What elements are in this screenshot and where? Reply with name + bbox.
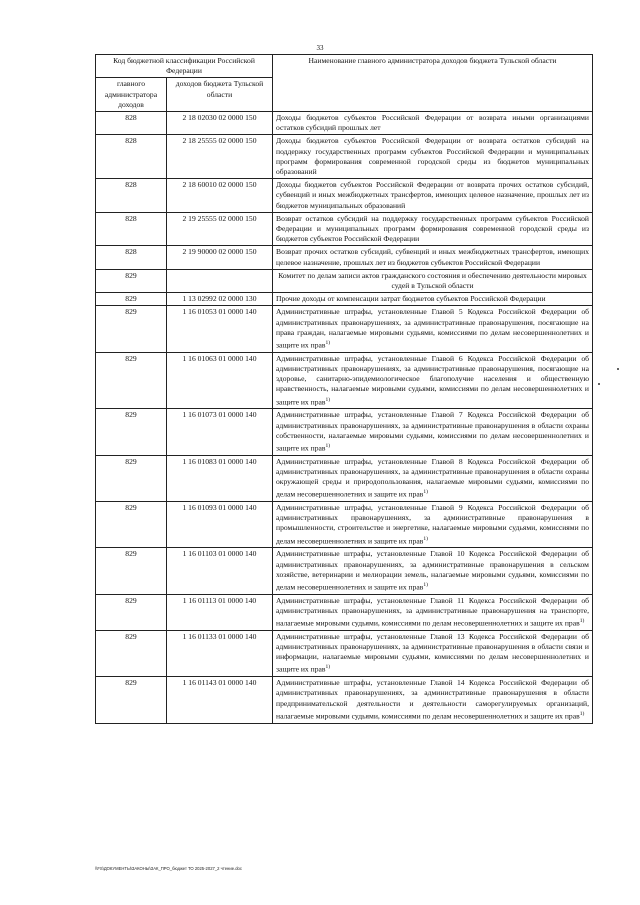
section-title: Комитет по делам записи актов гражданского состояния и обеспечению деятельности мировых судей в Тульской области: [278, 270, 587, 291]
description-cell: [273, 352, 593, 409]
table-row: [96, 293, 593, 306]
revenue-code-cell: 1 16 01093 01 0000 140: [167, 502, 273, 548]
admin-code-cell: 828: [96, 135, 167, 179]
admin-code-cell: 828: [96, 179, 167, 213]
description-text: Доходы бюджетов субъектов Российской Федерации от возврата остатков субсидий на поддержку государственных программ субъектов Российской Федерации и муниципальных программ формирования современной городской среды из бюджетов муниципальных образований: [276, 136, 589, 177]
description-cell: [273, 455, 593, 501]
table-body: [96, 112, 593, 724]
admin-code-cell: 829: [96, 594, 167, 630]
revenue-code-cell: 2 19 25555 02 0000 150: [167, 212, 273, 246]
description-text: Административные штрафы, установленные Главой 11 Кодекса Российской Федерации об административных правонарушениях, за административные правонарушения на транспорте, налагаемые мировыми судьями, комиссиями по делам несовершеннолетних и защите их прав: [276, 595, 589, 628]
admin-code-cell: 829: [96, 630, 167, 676]
header-code-group: Код бюджетной классификации Российской Федерации: [96, 55, 273, 78]
revenue-code-cell: 1 13 02992 02 0000 130: [167, 293, 273, 306]
admin-code-cell: 829: [96, 548, 167, 594]
footnote-marker: 1): [423, 582, 428, 588]
table-row: [96, 677, 593, 723]
description-cell: [273, 212, 593, 246]
description-text: Административные штрафы, установленные Главой 8 Кодекса Российской Федерации об административных правонарушениях, за административные правонарушения в области охраны окружающей среды и природопользования, налагаемые мировыми судьями, комиссиями по делам несовершеннолетних и защите их прав: [276, 456, 589, 499]
admin-code-cell: 829: [96, 409, 167, 455]
description-cell: [273, 548, 593, 594]
table-row: [96, 212, 593, 246]
description-cell: [273, 246, 593, 269]
footnote-marker: 1): [423, 535, 428, 542]
section-title-cell: [273, 269, 593, 292]
description-text: Доходы бюджетов субъектов Российской Федерации от возврата иными организациями остатков субсидий прошлых лет: [276, 113, 589, 133]
revenue-code-cell: 2 18 60010 02 0000 150: [167, 179, 273, 213]
table-row: [96, 630, 593, 676]
page-number: 33: [316, 44, 324, 52]
revenue-code-cell: 1 16 01133 01 0000 140: [167, 630, 273, 676]
admin-code-cell: 829: [96, 455, 167, 501]
admin-code-cell: 828: [96, 212, 167, 246]
revenue-code-cell: 2 18 02030 02 0000 150: [167, 112, 273, 135]
admin-code-cell: 829: [96, 269, 167, 292]
footnote-marker: 1): [423, 489, 428, 496]
description-text: Административные штрафы, установленные Главой 14 Кодекса Российской Федерации об административных правонарушениях, за административные правонарушения в области предпринимательской деятельности и деятельности саморегулируемых организаций, налагаемые мировыми судьями, комиссиями по делам несовершеннолетних и защите их прав: [276, 678, 589, 721]
description-cell: [273, 630, 593, 676]
table-row: [96, 112, 593, 135]
header-admin-column: главного администратора доходов: [96, 78, 167, 112]
description-cell: [273, 112, 593, 135]
footnote-marker: 1): [325, 442, 331, 449]
revenue-code-cell: 1 16 01063 01 0000 140: [167, 352, 273, 409]
description-text: Административные штрафы, установленные Главой 9 Кодекса Российской Федерации об административных правонарушениях, за административные правонарушения в промышленности, строительстве и энергетике, налагаемые мировыми судьями, комиссиями по делам несовершеннолетних и защите их прав: [276, 503, 589, 546]
footnote-marker: 1): [579, 710, 585, 717]
description-cell: [273, 135, 593, 179]
footer-file-path: \\FS\ДОКУМЕНТЫ\ЗАКОНЫ\ЗАК_ПРО_бюджет ТО 2025-2027_2 чтение.doc: [95, 866, 242, 871]
description-text: Прочие доходы от компенсации затрат бюджетов субъектов Российской Федерации: [276, 294, 546, 304]
description-cell: [273, 293, 593, 306]
section-row: [96, 269, 593, 292]
table-row: [96, 502, 593, 548]
footnote-marker: 1): [325, 664, 331, 671]
footnote-marker: 1): [325, 340, 331, 347]
admin-code-cell: 829: [96, 293, 167, 306]
description-text: Административные штрафы, установленные Главой 5 Кодекса Российской Федерации об административных правонарушениях, за административные правонарушения, посягающие на права граждан, налагаемые мировыми судьями, комиссиями по делам несовершеннолетних и защите их прав: [276, 307, 589, 350]
table-row: [96, 455, 593, 501]
admin-code-cell: 829: [96, 306, 167, 352]
revenue-code-cell: 2 19 90000 02 0000 150: [167, 246, 273, 269]
admin-code-cell: 828: [96, 246, 167, 269]
table-header-row: [96, 55, 593, 78]
admin-code-cell: 828: [96, 112, 167, 135]
revenue-code-cell: 2 18 25555 02 0000 150: [167, 135, 273, 179]
scan-speck: [598, 383, 600, 385]
revenue-administrators-table: [95, 54, 593, 724]
description-cell: [273, 502, 593, 548]
description-cell: [273, 594, 593, 630]
table-row: [96, 135, 593, 179]
revenue-code-cell: 1 16 01143 01 0000 140: [167, 677, 273, 723]
description-cell: [273, 677, 593, 723]
revenue-code-cell: [167, 269, 273, 292]
footnote-marker: 1): [579, 618, 585, 625]
header-name-column: Наименование главного администратора доходов бюджета Тульской области: [273, 55, 593, 112]
description-text: Возврат прочих остатков субсидий, субвенций и иных межбюджетных трансфертов, имеющих целевое назначение, прошлых лет из бюджетов субъектов Российской Федерации: [276, 247, 589, 267]
table-row: [96, 306, 593, 352]
revenue-code-cell: 1 16 01113 01 0000 140: [167, 594, 273, 630]
admin-code-cell: 829: [96, 502, 167, 548]
revenue-code-cell: 1 16 01053 01 0000 140: [167, 306, 273, 352]
table-row: [96, 548, 593, 594]
scan-speck: [617, 368, 619, 370]
revenue-code-cell: 1 16 01073 01 0000 140: [167, 409, 273, 455]
table-row: [96, 179, 593, 213]
description-cell: [273, 306, 593, 352]
revenue-code-cell: 1 16 01083 01 0000 140: [167, 455, 273, 501]
admin-code-cell: 829: [96, 352, 167, 409]
description-text: Административные штрафы, установленные Главой 13 Кодекса Российской Федерации об административных правонарушениях, за административные правонарушения в области связи и информации, налагаемые мировыми судьями, комиссиями по делам несовершеннолетних и защите их прав: [276, 631, 589, 675]
table-row: [96, 409, 593, 455]
admin-code-cell: 829: [96, 677, 167, 723]
table-row: [96, 246, 593, 269]
description-cell: [273, 179, 593, 213]
description-cell: [273, 409, 593, 455]
description-text: Возврат остатков субсидий на поддержку государственных программ субъектов Российской Федерации и муниципальных программ формирования современной городской среды из бюджетов субъектов Российской Федерации: [276, 213, 589, 244]
description-text: Административные штрафы, установленные Главой 7 Кодекса Российской Федерации об административных правонарушениях, за административные правонарушения в области охраны собственности, налагаемые мировыми судьями, комиссиями по делам несовершеннолетних и защите их прав: [276, 410, 589, 453]
header-revenue-column: доходов бюджета Тульской области: [167, 78, 273, 112]
revenue-code-cell: 1 16 01103 01 0000 140: [167, 548, 273, 594]
description-text: Административные штрафы, установленные Главой 6 Кодекса Российской Федерации об административных правонарушениях, за административные правонарушения, посягающие на здоровье, санитарно-эпидемиологическое благополучие населения и общественную нравственность, налагаемые мировыми судьями, комиссиями по делам несовершеннолетних и защите их прав: [276, 353, 589, 407]
description-text: Административные штрафы, установленные Главой 10 Кодекса Российской Федерации об административных правонарушениях, за административные правонарушения в сельском хозяйстве, ветеринарии и мелиорации земель, налагаемые мировыми судьями, комиссиями по делам несовершеннолетних и защите их прав: [276, 549, 589, 592]
footnote-marker: 1): [325, 396, 331, 403]
table-row: [96, 352, 593, 409]
description-text: Доходы бюджетов субъектов Российской Федерации от возврата прочих остатков субсидий, субвенций и иных межбюджетных трансфертов, имеющих целевое назначение, прошлых лет из бюджетов муниципальных образований: [276, 180, 589, 210]
table-row: [96, 594, 593, 630]
